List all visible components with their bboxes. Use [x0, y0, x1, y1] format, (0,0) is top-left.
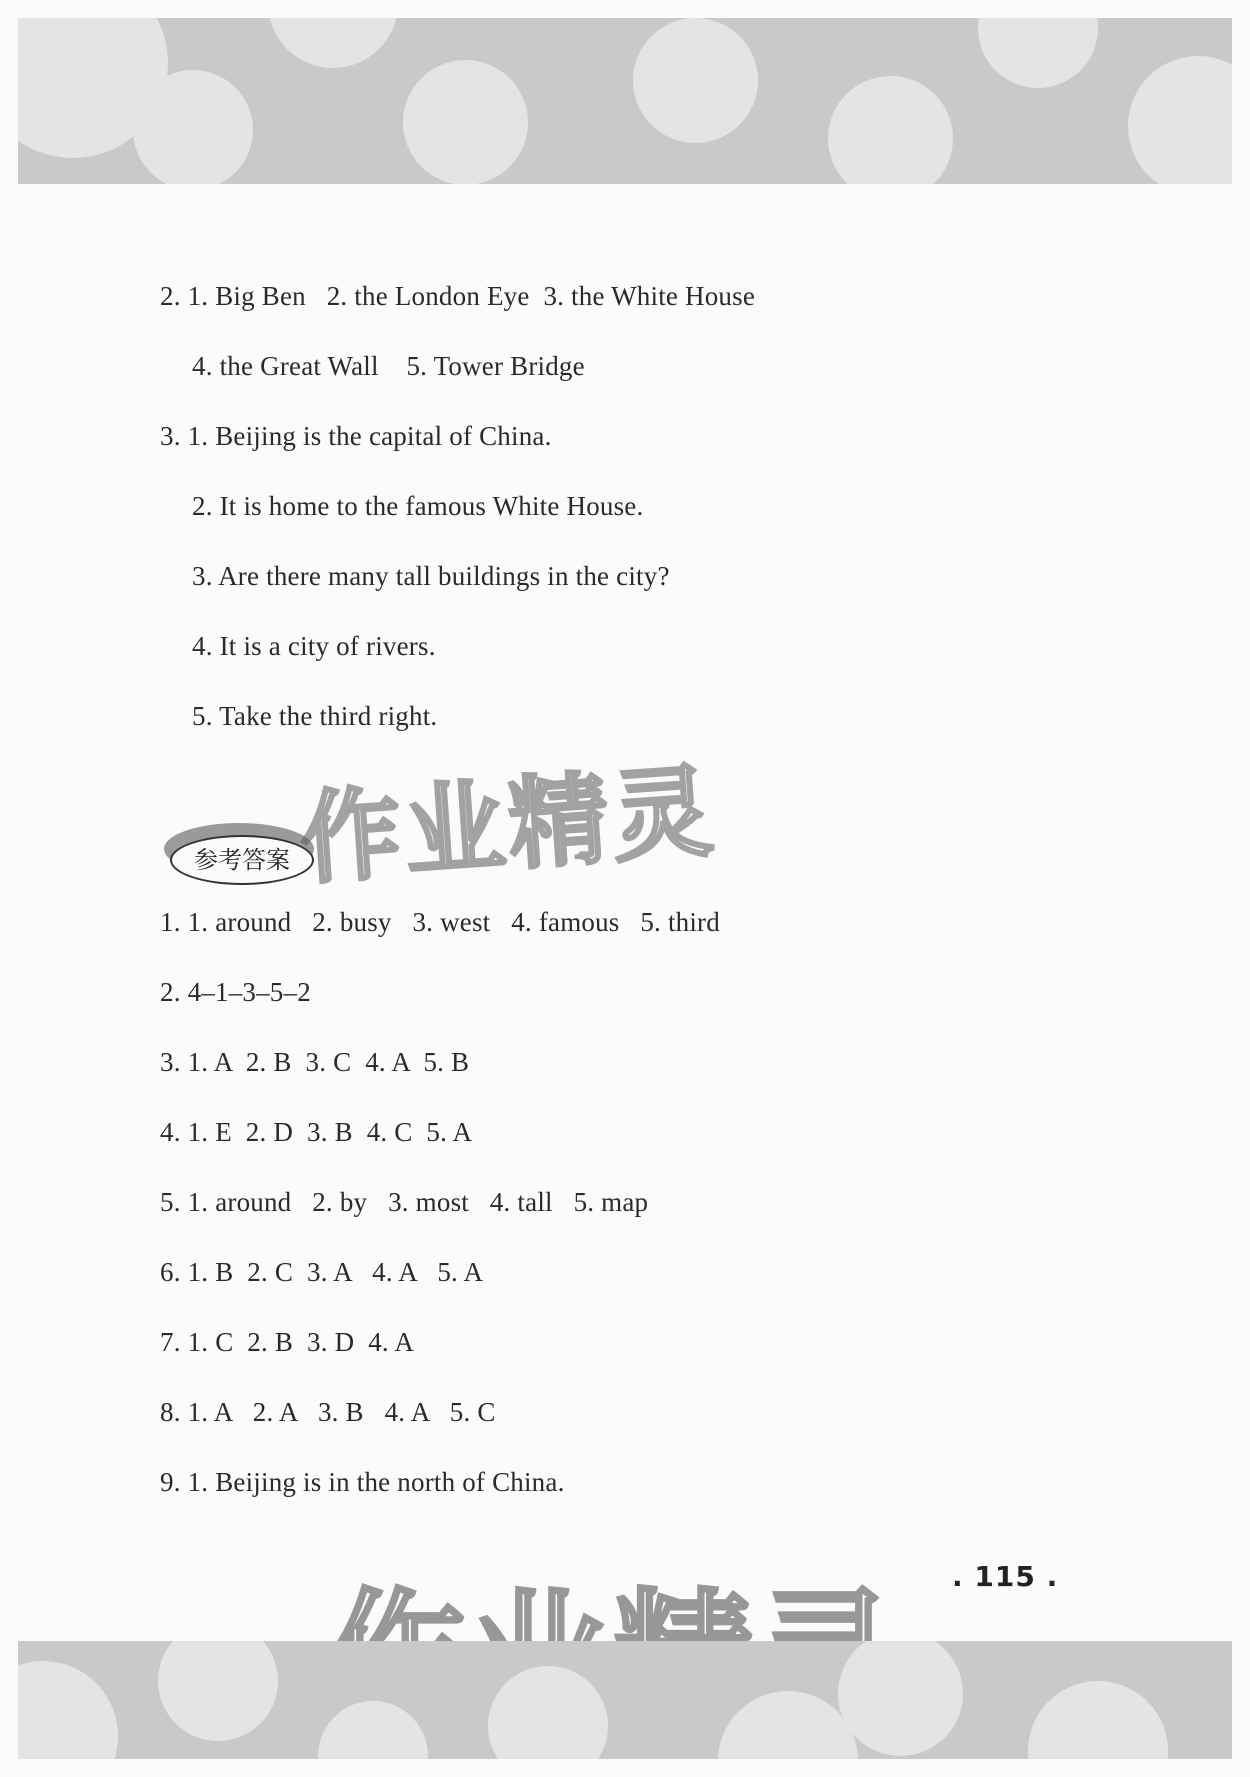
- answer-line: 1. 1. around 2. busy 3. west 4. famous 5. third: [160, 907, 720, 937]
- answer-key-badge: [170, 835, 318, 889]
- decor-circle: [488, 1666, 608, 1759]
- header-decorative-band: [18, 18, 1232, 184]
- page-number: . 115 .: [952, 1560, 1059, 1593]
- answer-line: 4. It is a city of rivers.: [192, 631, 436, 661]
- decor-circle: [1028, 1681, 1168, 1759]
- decor-circle: [158, 1641, 278, 1741]
- decor-circle: [403, 60, 528, 184]
- decor-circle: [838, 1641, 963, 1756]
- decor-circle: [633, 18, 758, 143]
- answer-line: 3. 1. Beijing is the capital of China.: [160, 421, 552, 451]
- decor-circle: [18, 1661, 118, 1759]
- decor-circle: [318, 1701, 428, 1759]
- answer-line: 2. It is home to the famous White House.: [192, 491, 644, 521]
- answer-line: 7. 1. C 2. B 3. D 4. A: [160, 1327, 415, 1357]
- decor-circle: [133, 70, 253, 184]
- decor-circle: [718, 1691, 858, 1759]
- answer-line: 2. 4–1–3–5–2: [160, 977, 311, 1007]
- answer-line: 3. 1. A 2. B 3. C 4. A 5. B: [160, 1047, 470, 1077]
- footer-decorative-band: [18, 1641, 1232, 1759]
- watermark-logo: 作业精灵: [297, 752, 721, 899]
- decor-circle: [268, 18, 398, 68]
- answer-line: 4. the Great Wall 5. Tower Bridge: [192, 351, 585, 381]
- decor-circle: [828, 76, 953, 184]
- answer-line: 8. 1. A 2. A 3. B 4. A 5. C: [160, 1397, 496, 1427]
- answer-line: 5. 1. around 2. by 3. most 4. tall 5. map: [160, 1187, 649, 1217]
- answer-line: 2. 1. Big Ben 2. the London Eye 3. the White House: [160, 281, 756, 311]
- answer-line: 4. 1. E 2. D 3. B 4. C 5. A: [160, 1117, 473, 1147]
- answer-line: 3. Are there many tall buildings in the city?: [192, 561, 670, 591]
- decor-circle: [1128, 56, 1232, 184]
- answer-line: 5. Take the third right.: [192, 701, 438, 731]
- answer-line: 6. 1. B 2. C 3. A 4. A 5. A: [160, 1257, 484, 1287]
- decor-circle: [978, 18, 1098, 88]
- answer-line: 9. 1. Beijing is in the north of China.: [160, 1467, 565, 1497]
- badge-label: 参考答案: [194, 846, 290, 874]
